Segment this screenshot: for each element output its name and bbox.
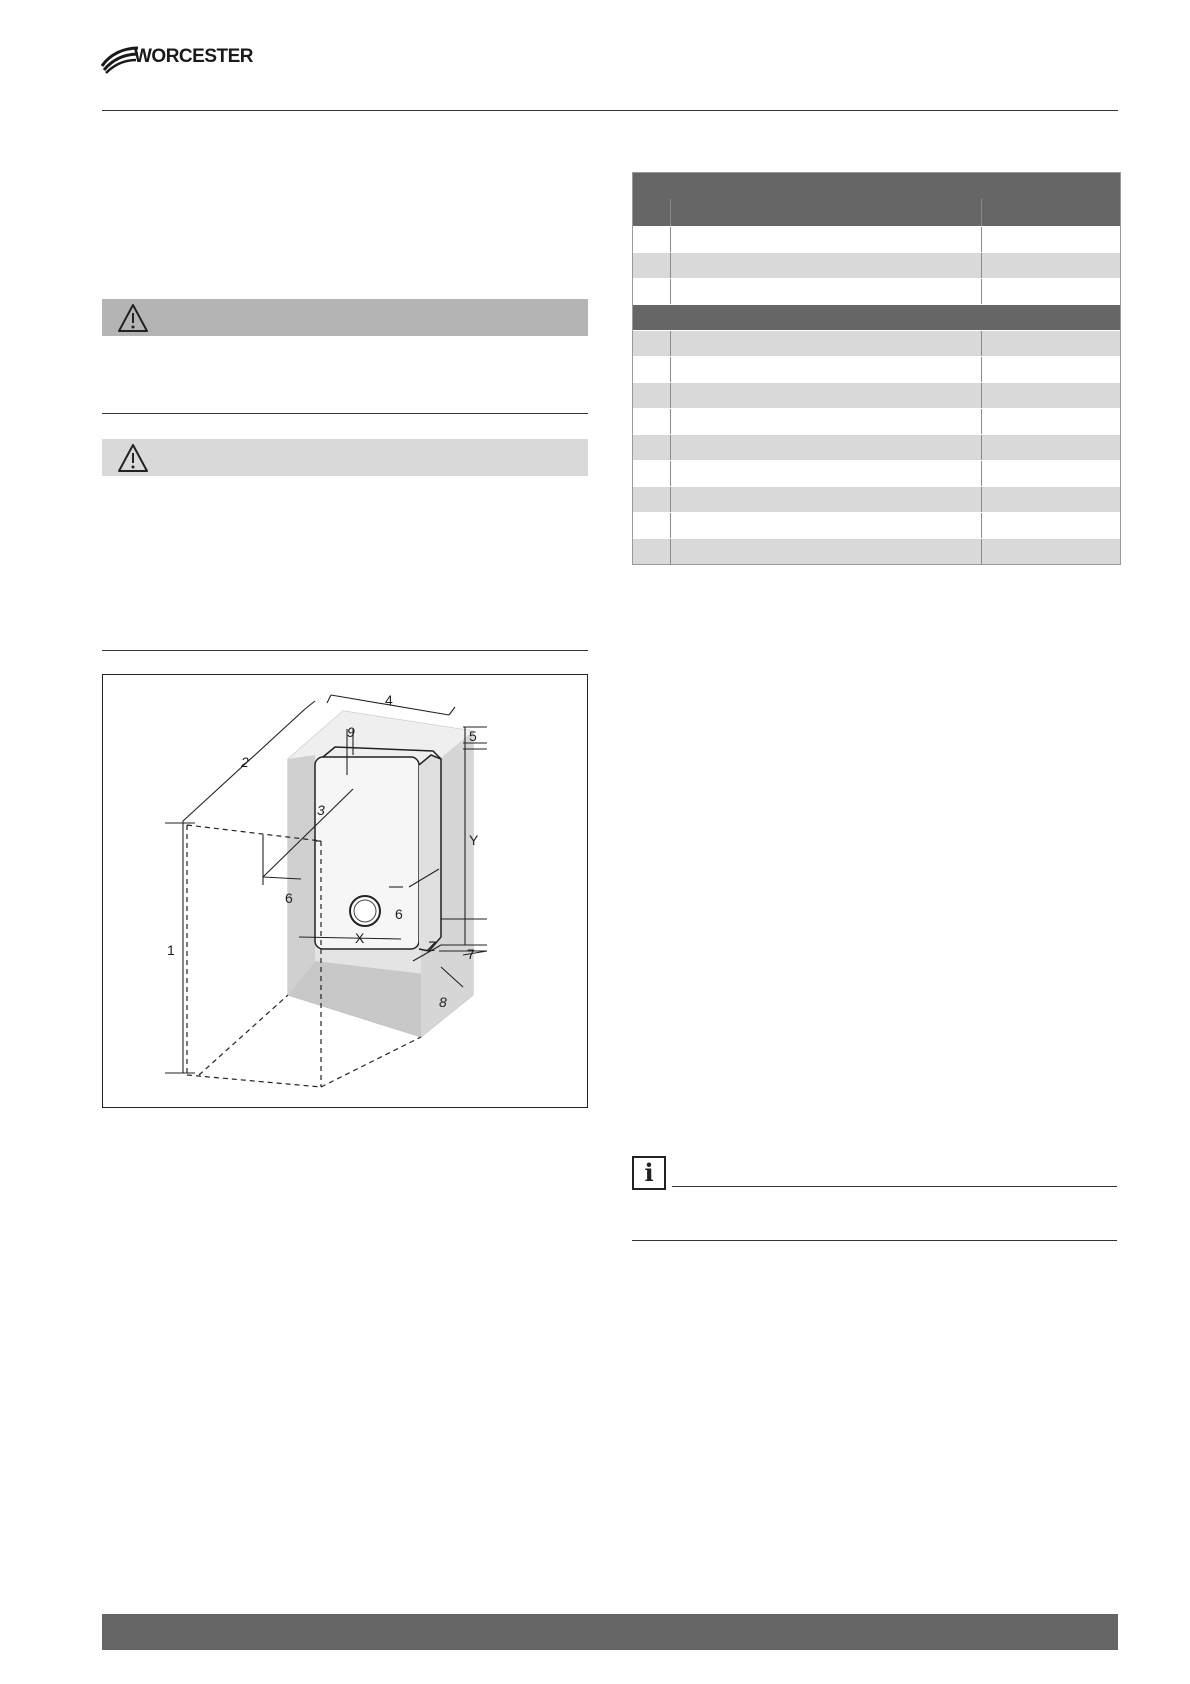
table-section-row bbox=[633, 305, 1120, 331]
table-row bbox=[633, 227, 1120, 253]
table-cell bbox=[633, 279, 671, 304]
dim-label-7: 7 bbox=[467, 946, 475, 962]
worcester-logo bbox=[100, 40, 260, 74]
table-cell bbox=[982, 487, 1118, 512]
table-cell bbox=[633, 253, 671, 278]
dim-label-2: 2 bbox=[241, 754, 249, 770]
table-row bbox=[633, 513, 1120, 539]
table-row bbox=[633, 539, 1120, 564]
dim-label-z: Z bbox=[427, 938, 436, 954]
table-cell bbox=[671, 487, 982, 512]
logo-wordmark: WORCESTER bbox=[134, 46, 253, 67]
table-cell bbox=[982, 409, 1118, 434]
header-rule bbox=[102, 110, 1118, 111]
table-cell bbox=[982, 383, 1118, 408]
table-row bbox=[633, 253, 1120, 279]
table-cell bbox=[633, 331, 671, 356]
table-cell bbox=[982, 539, 1118, 564]
table-row bbox=[633, 409, 1120, 435]
clearance-diagram bbox=[102, 674, 588, 1108]
clearance-diagram-drawing bbox=[103, 675, 587, 1107]
footer-bar bbox=[102, 1614, 1118, 1650]
table-cell bbox=[671, 305, 982, 330]
table-cell bbox=[671, 279, 982, 304]
info-note-rule-bottom bbox=[632, 1240, 1117, 1241]
table-row bbox=[633, 279, 1120, 305]
table-cell bbox=[633, 383, 671, 408]
table-cell bbox=[633, 305, 671, 330]
dim-label-5: 5 bbox=[469, 728, 477, 744]
info-icon-glyph: i bbox=[644, 1158, 654, 1187]
table-row bbox=[633, 461, 1120, 487]
table-cell bbox=[982, 253, 1118, 278]
section-rule-2 bbox=[102, 650, 588, 651]
dim-label-6-left: 6 bbox=[285, 890, 293, 906]
table-cell bbox=[671, 383, 982, 408]
table-cell bbox=[671, 461, 982, 486]
dim-label-y: Y bbox=[469, 832, 479, 848]
dim-label-x: X bbox=[355, 930, 365, 946]
table-cell bbox=[633, 435, 671, 460]
warning-triangle-icon bbox=[116, 442, 150, 474]
table-cell bbox=[633, 173, 671, 226]
table-row bbox=[633, 487, 1120, 513]
table-cell bbox=[982, 227, 1118, 252]
table-cell bbox=[633, 487, 671, 512]
table-row bbox=[633, 383, 1120, 409]
table-cell bbox=[671, 357, 982, 382]
table-cell bbox=[671, 227, 982, 252]
table-cell bbox=[633, 513, 671, 538]
table-cell bbox=[633, 357, 671, 382]
table-cell bbox=[633, 539, 671, 564]
table-cell bbox=[982, 279, 1118, 304]
info-note-rule-top bbox=[672, 1186, 1117, 1187]
dim-label-8: 8 bbox=[439, 994, 447, 1010]
table-cell bbox=[982, 305, 1118, 330]
table-cell bbox=[671, 331, 982, 356]
table-cell bbox=[633, 227, 671, 252]
clearance-table bbox=[632, 172, 1121, 565]
table-cell bbox=[633, 409, 671, 434]
table-cell bbox=[671, 409, 982, 434]
table-cell bbox=[982, 513, 1118, 538]
table-cell bbox=[671, 435, 982, 460]
table-cell bbox=[982, 461, 1118, 486]
table-row bbox=[633, 435, 1120, 461]
table-row bbox=[633, 331, 1120, 357]
warning-banner-2 bbox=[102, 439, 588, 476]
dim-label-1: 1 bbox=[167, 942, 175, 958]
dim-label-6-right: 6 bbox=[395, 906, 403, 922]
table-row bbox=[633, 357, 1120, 383]
table-cell bbox=[633, 461, 671, 486]
warning-banner-1 bbox=[102, 299, 588, 336]
dim-label-4: 4 bbox=[385, 692, 393, 708]
table-header-row bbox=[633, 173, 1120, 227]
section-rule-1 bbox=[102, 413, 588, 414]
table-cell bbox=[671, 539, 982, 564]
dim-label-3: 3 bbox=[317, 802, 325, 818]
table-cell bbox=[982, 173, 1118, 226]
table-cell bbox=[671, 173, 982, 226]
table-cell bbox=[982, 435, 1118, 460]
table-cell bbox=[982, 357, 1118, 382]
warning-triangle-icon bbox=[116, 302, 150, 334]
table-cell bbox=[671, 513, 982, 538]
table-cell bbox=[982, 331, 1118, 356]
info-icon bbox=[632, 1156, 666, 1190]
dim-label-9: 9 bbox=[347, 724, 355, 740]
table-cell bbox=[671, 253, 982, 278]
